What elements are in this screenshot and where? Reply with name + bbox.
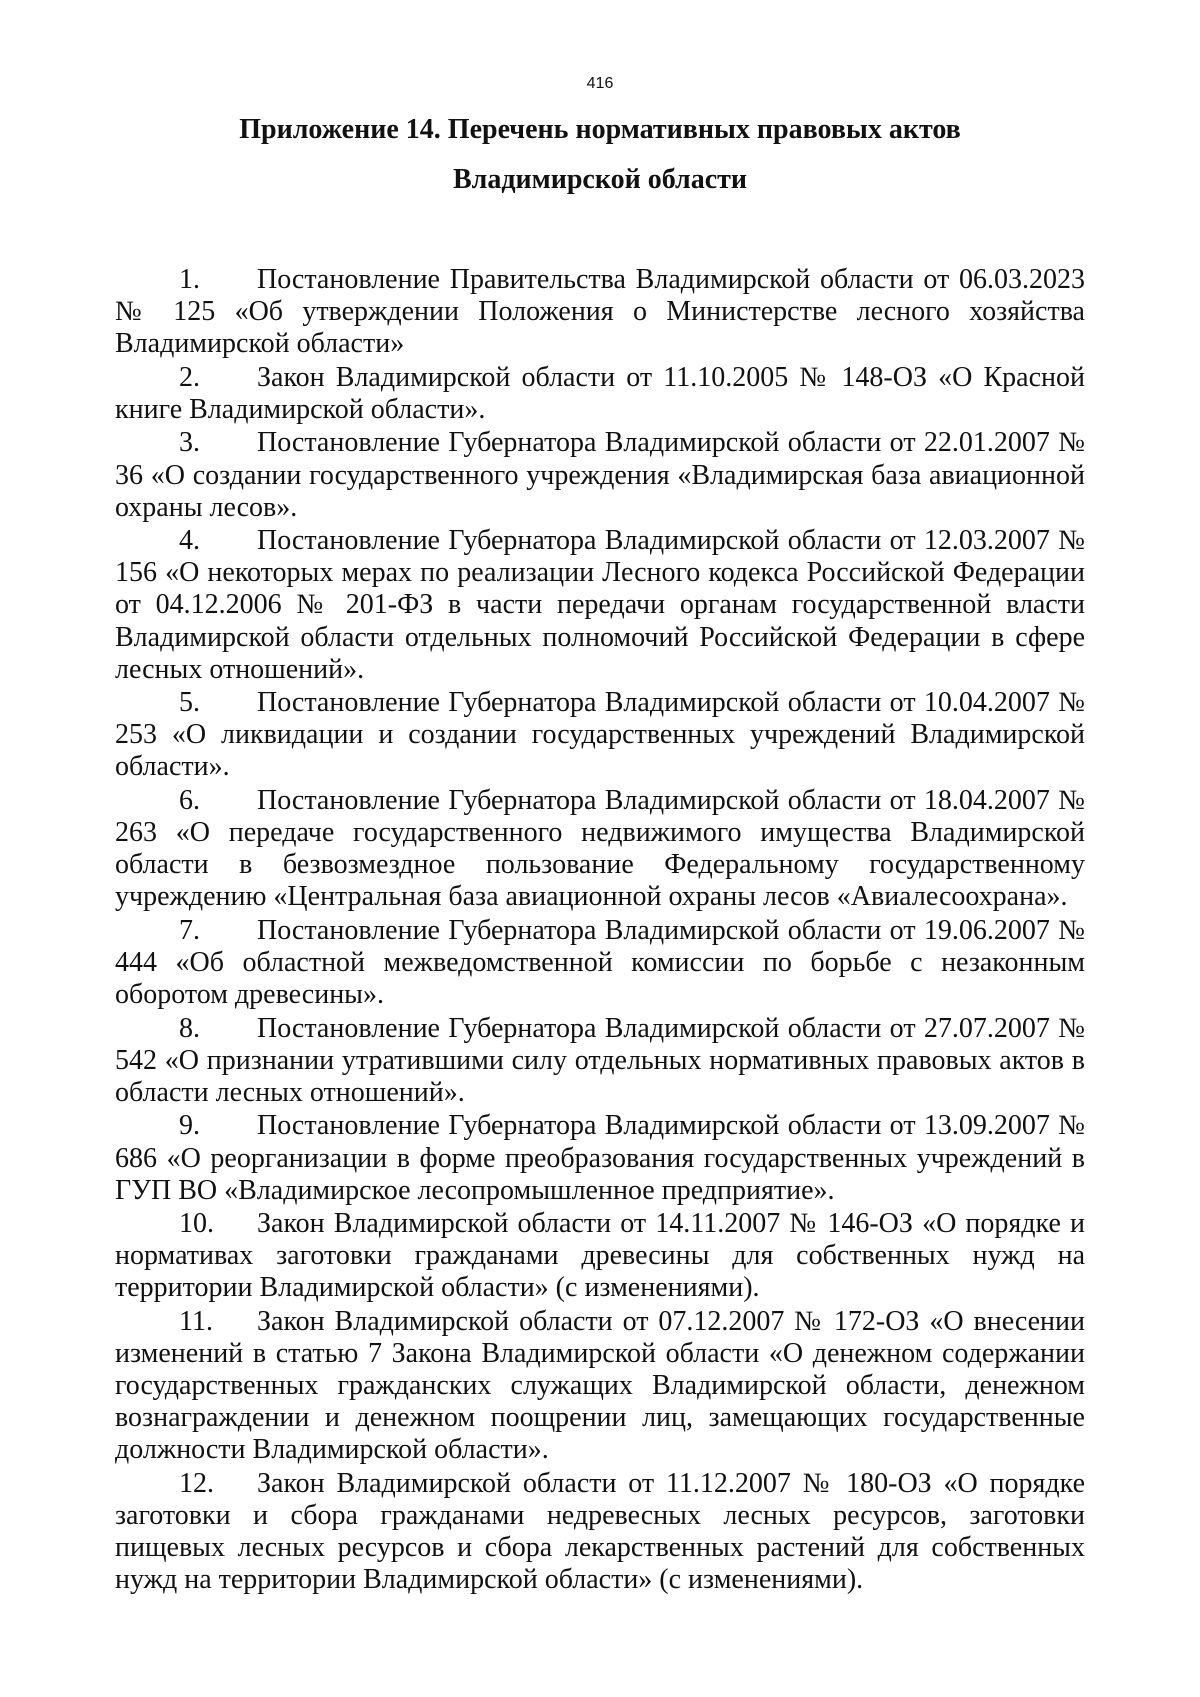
list-item [115, 1306, 1085, 1466]
item-number: 5. [179, 687, 200, 719]
list-item [115, 1208, 1085, 1304]
item-text: Постановление Губернатора Владимирской области от 18.04.2007 № 263 «О передаче государственного недвижимого имущества Владимирской области в безвозмездное пользование Федеральному государственному учреждению «Центральная база авиационной охраны лесов «Авиалесоохрана». [115, 785, 1085, 913]
item-text: Закон Владимирской области от 11.10.2005 № 148-ОЗ «О Красной книге Владимирской области». [115, 361, 1085, 425]
list-item [115, 525, 1085, 685]
item-text: Закон Владимирской области от 14.11.2007 № 146-ОЗ «О порядке и нормативах заготовки гражданами древесины для собственных нужд на территории Владимирской области» (с изменениями). [115, 1208, 1085, 1304]
list-item [115, 1013, 1085, 1109]
list-item [115, 362, 1085, 426]
item-number: 12. [179, 1467, 214, 1499]
item-number: 8. [179, 1012, 200, 1044]
list-item [115, 915, 1085, 1011]
item-text: Постановление Губернатора Владимирской области от 27.07.2007 № 542 «О признании утратившими силу отдельных нормативных правовых актов в области лесных отношений». [115, 1012, 1085, 1108]
item-text: Постановление Губернатора Владимирской области от 10.04.2007 № 253 «О ликвидации и создании государственных учреждений Владимирской области». [115, 687, 1085, 783]
item-text: Закон Владимирской области от 07.12.2007 № 172-ОЗ «О внесении изменений в статью 7 Закона Владимирской области «О денежном содержании государственных гражданских служащих Владимирской области, денежном вознаграждении и денежном поощрении лиц, замещающих государственные должности Владимирской области». [115, 1306, 1085, 1466]
item-text: Постановление Губернатора Владимирской области от 19.06.2007 № 444 «Об областной межведомственной комиссии по борьбе с незаконным оборотом древесины». [115, 914, 1085, 1011]
list-item [115, 1110, 1085, 1206]
item-text: Постановление Губернатора Владимирской области от 12.03.2007 № 156 «О некоторых мерах по реализации Лесного кодекса Российской Федерации от 04.12.2006 № 201-ФЗ в части передачи органам государственной власти Владимирской области отдельных полномочий Российской Федерации в сфере лесных отношений». [115, 525, 1085, 685]
list-item [115, 785, 1085, 913]
item-number: 4. [179, 525, 200, 557]
item-number: 7. [179, 914, 200, 946]
item-number: 1. [179, 264, 200, 295]
legal-acts-list [115, 264, 1085, 1598]
item-text: Постановление Правительства Владимирской области от 06.03.2023 № 125 «Об утверждении Положения о Министерстве лесного хозяйства Владимирской области» [115, 264, 1085, 360]
item-number: 11. [179, 1306, 213, 1337]
list-item [115, 427, 1085, 523]
list-item [115, 264, 1085, 360]
page-number: 416 [586, 75, 614, 92]
list-item [115, 687, 1085, 783]
page-title: Приложение 14. Перечень нормативных правовых актов [239, 114, 961, 145]
item-number: 6. [179, 785, 200, 816]
item-text: Постановление Губернатора Владимирской области от 22.01.2007 № 36 «О создании государственного учреждения «Владимирская база авиационной охраны лесов». [115, 427, 1085, 523]
item-text: Закон Владимирской области от 11.12.2007 № 180-ОЗ «О порядке заготовки и сбора гражданами недревесных лесных ресурсов, заготовки пищевых лесных ресурсов и сбора лекарственных растений для собственных нужд на территории Владимирской области» (с изменениями). [115, 1467, 1085, 1596]
list-item [115, 1468, 1085, 1596]
item-number: 10. [179, 1208, 214, 1240]
item-text: Постановление Губернатора Владимирской области от 13.09.2007 № 686 «О реорганизации в форме преобразования государственных учреждений в ГУП ВО «Владимирское лесопромышленное предприятие». [115, 1110, 1085, 1206]
item-number: 3. [179, 427, 200, 459]
item-number: 9. [179, 1110, 200, 1142]
item-number: 2. [179, 361, 200, 393]
page-subtitle: Владимирской области [452, 164, 748, 195]
